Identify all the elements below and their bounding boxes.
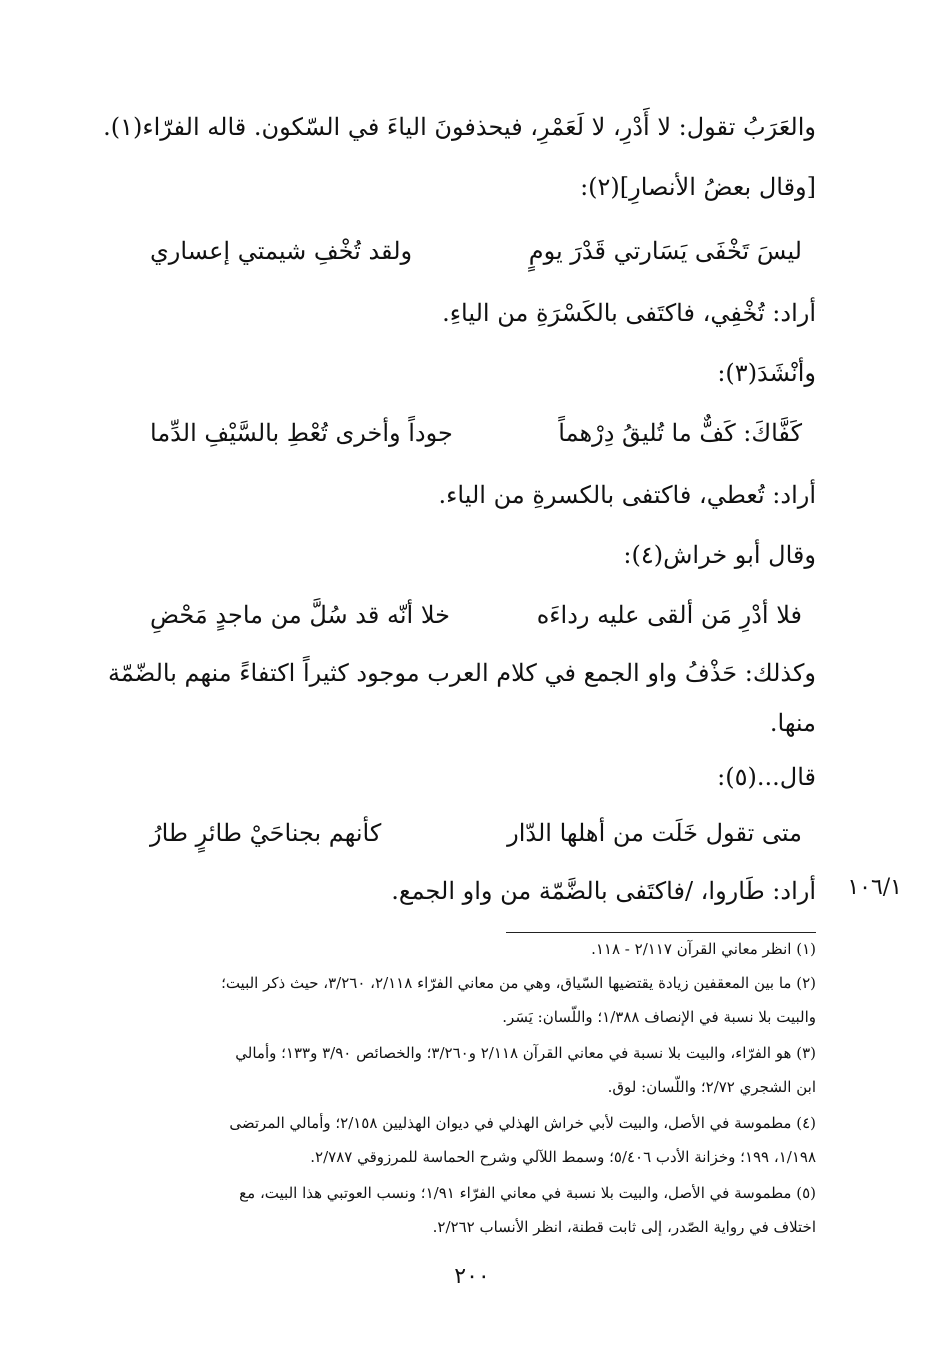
text-line-8: منها. — [769, 709, 816, 737]
footnote-2: (٢) ما بين المعقفين زيادة يقتضيها السّياق، وهي من معاني الفرّاء ٢/١١٨، ٣/٢٦٠، حيث ذكر البيت؛ — [221, 974, 816, 992]
margin-folio-reference: ١٠٦/١ — [847, 875, 902, 900]
verse-2-second-hemistich: جوداً وأخرى تُعْطِ بالسَّيْفِ الدِّما — [150, 419, 453, 447]
verse-1-second-hemistich: ولقد تُخْفِ شيمتي إعساري — [150, 237, 413, 265]
verse-2 — [150, 416, 802, 450]
verse-1-first-hemistich: ليسَ تَخْفَى يَسَارتي قَدْرَ يومٍ — [528, 237, 802, 265]
page-number: ٢٠٠ — [454, 1264, 490, 1289]
footnote-2-continued: والبيت بلا نسبة في الإنصاف ١/٣٨٨؛ واللّسان: يَسَر. — [502, 1008, 816, 1026]
footnote-3: (٣) هو الفرّاء، والبيت بلا نسبة في معاني القرآن ٢/١١٨ و٣/٢٦٠؛ والخصائص ٣/٩٠ و١٣٣؛ وأمالي — [235, 1044, 816, 1062]
verse-2-first-hemistich: كَفَّاكَ: كَفٌّ ما تُليقُ دِرْهماً — [558, 419, 802, 447]
footnote-5-continued: اختلاف في رواية الصّدر، إلى ثابت قطنة، انظر الأنساب ٢/٢٦٢. — [432, 1218, 816, 1236]
verse-3-first-hemistich: فلا أدْرِ مَن ألقى عليه رداءَه — [536, 601, 802, 629]
footnote-4: (٤) مطموسة في الأصل، والبيت لأبي خراش الهذلي في ديوان الهذليين ٢/١٥٨؛ وأمالي المرتضى — [229, 1114, 816, 1132]
verse-4-second-hemistich: كأنهم بجناحَيْ طائرٍ طارُ — [150, 819, 382, 847]
text-line-5: أراد: تُعطي، فاكتفى بالكسرةِ من الياء. — [438, 481, 816, 509]
text-line-1: والعَرَبُ تقول: لا أَدْرِ، لا لَعَمْرِ، فيحذفونَ الياءَ في السّكون. قاله الفرّاء(١). — [103, 113, 816, 141]
footnote-3-continued: ابن الشجري ٢/٧٢؛ واللّسان: لوق. — [607, 1078, 816, 1096]
verse-4 — [150, 816, 802, 850]
verse-3 — [150, 598, 802, 632]
text-line-6: وقال أبو خراش(٤): — [623, 541, 816, 569]
verse-4-first-hemistich: متى تقول خَلَت من أهلها الدّار — [507, 819, 802, 847]
text-line-4: وأنْشَدَ(٣): — [717, 359, 816, 387]
verse-1 — [150, 234, 802, 268]
text-line-9: قال...(٥): — [717, 763, 816, 791]
footnote-4-continued: ١/١٩٨، ١٩٩؛ وخزانة الأدب ٥/٤٠٦؛ وسمط اللآلي وشرح الحماسة للمرزوقي ٢/٧٨٧. — [310, 1148, 816, 1166]
footnote-5: (٥) مطموسة في الأصل، والبيت بلا نسبة في معاني الفرّاء ١/٩١؛ ونسب العوتبي هذا البيت، مع — [239, 1184, 816, 1202]
verse-3-second-hemistich: خلا أنّه قد سُلَّ من ماجدٍ مَحْضِ — [150, 601, 450, 629]
text-line-7: وكذلك: حَذْفُ واو الجمع في كلام العرب موجود كثيراً اكتفاءً منهم بالضّمّة — [108, 659, 816, 687]
text-line-3: أراد: تُخْفِي، فاكتَفى بالكَسْرَةِ من الياءِ. — [442, 299, 816, 327]
text-line-10: أراد: طَاروا، /فاكتَفى بالضَّمّة من واو الجمع. — [391, 877, 816, 905]
text-line-2: [وقال بعضُ الأنصارِ](٢): — [580, 173, 816, 201]
footnote-1: (١) انظر معاني القرآن ٢/١١٧ - ١١٨. — [591, 940, 816, 958]
footnote-separator — [506, 932, 816, 933]
